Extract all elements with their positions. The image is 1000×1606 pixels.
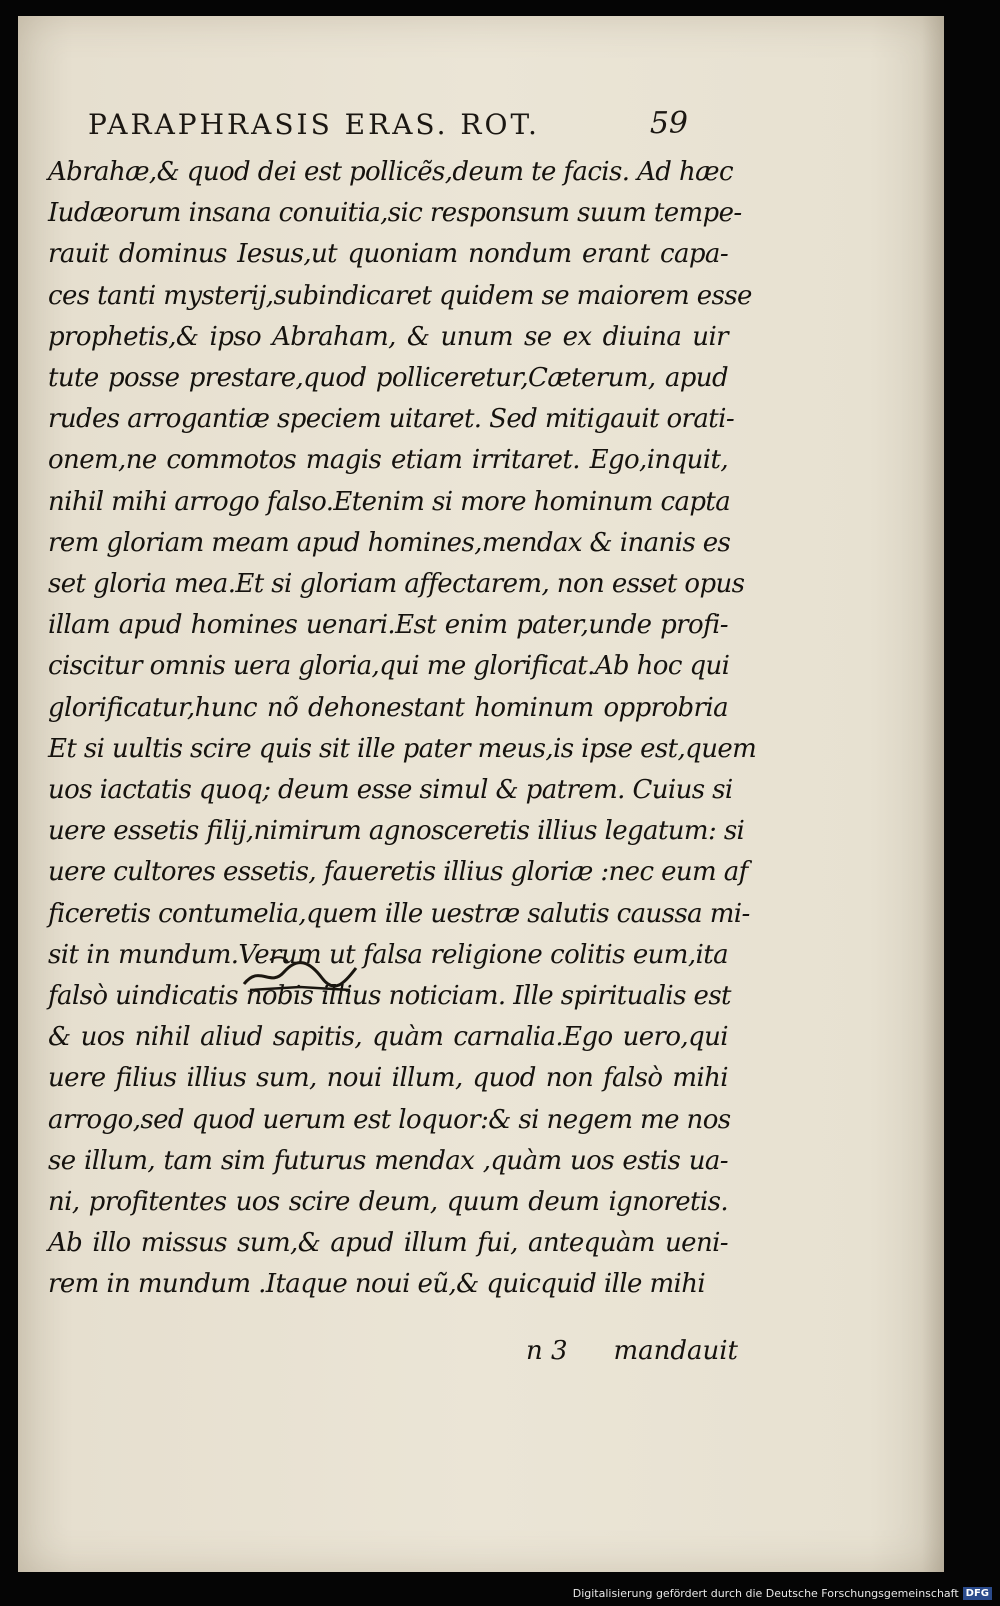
- text-line: Iudæorum insana conuitia,sic responsum suum tempe-: [48, 198, 742, 229]
- handwritten-correction-mark: [240, 954, 360, 998]
- text-line: sit in mundum.Verum ut falsa religione colitis eum,ita: [48, 939, 728, 970]
- text-line: nihil mihi arrogo falso.Etenim si more hominum capta: [48, 486, 731, 517]
- text-line: Abrahæ,& quod dei est pollicẽs,deum te facis. Ad hæc: [48, 157, 733, 187]
- body-text: [48, 152, 757, 1306]
- running-head-title: PARAPHRASIS ERAS. ROT.: [88, 108, 540, 141]
- text-line: uere cultores essetis, faueretis illius gloriæ :nec eum af: [48, 857, 748, 888]
- text-line: uere filius illius sum, noui illum, quod non falsò mihi: [48, 1063, 728, 1094]
- text-line: rudes arrogantiæ speciem uitaret. Sed mitigauit orati-: [48, 404, 735, 435]
- text-line: ni, profitentes uos scire deum, quum deum ignoretis.: [48, 1187, 728, 1218]
- text-line: illam apud homines uenari.Est enim pater,unde profi-: [48, 610, 728, 641]
- text-line: falsò uindicatis nobis illius noticiam. Ille spiritualis est: [48, 981, 731, 1012]
- text-line: ciscitur omnis uera gloria,qui me glorificat.Ab hoc qui: [48, 651, 730, 682]
- text-line: arrogo,sed quod uerum est loquor:& si negem me nos: [48, 1104, 731, 1135]
- text-line: tute posse prestare,quod polliceretur,Cæterum, apud: [48, 363, 728, 394]
- catchline: [518, 1336, 738, 1376]
- book-page: [18, 16, 944, 1572]
- text-line: onem,ne commotos magis etiam irritaret. Ego,inquit,: [48, 445, 728, 476]
- text-line: rem gloriam meam apud homines,mendax & inanis es: [48, 527, 731, 558]
- text-line: ces tanti mysterij,subindicaret quidem se maiorem esse: [48, 280, 752, 311]
- digitization-credit: [573, 1584, 992, 1602]
- catchword: mandauit: [613, 1336, 738, 1366]
- text-line: Et si uultis scire quis sit ille pater meus,is ipse est,quem: [48, 733, 757, 764]
- text-line: rauit dominus Iesus,ut quoniam nondum erant capa-: [48, 239, 728, 270]
- signature-mark: n 3: [526, 1336, 568, 1366]
- running-head: [88, 104, 688, 150]
- text-line: glorificatur,hunc nõ dehonestant hominum opprobria: [48, 692, 728, 723]
- dfg-logo-icon: DFG: [963, 1587, 992, 1600]
- text-line: prophetis,& ipso Abraham, & unum se ex diuina uir: [48, 321, 728, 352]
- text-line: Ab illo missus sum,& apud illum fui, antequàm ueni-: [48, 1228, 728, 1259]
- credit-text: Digitalisierung gefördert durch die Deutsche Forschungsgemeinschaft: [572, 1586, 959, 1600]
- page-number: 59: [649, 106, 688, 141]
- text-line: ficeretis contumelia,quem ille uestræ salutis caussa mi-: [48, 898, 750, 929]
- text-line: se illum, tam sim futurus mendax ,quàm uos estis ua-: [48, 1145, 728, 1176]
- text-line: uos iactatis quoq; deum esse simul & patrem. Cuius si: [48, 775, 733, 806]
- text-line: set gloria mea.Et si gloriam affectarem, non esset opus: [48, 569, 745, 600]
- text-line: rem in mundum .Itaque noui eũ,& quicquid ille mihi: [48, 1269, 706, 1300]
- text-line: uere essetis filij,nimirum agnosceretis illius legatum: si: [48, 816, 745, 847]
- text-line: & uos nihil aliud sapitis, quàm carnalia.Ego uero,qui: [48, 1022, 728, 1053]
